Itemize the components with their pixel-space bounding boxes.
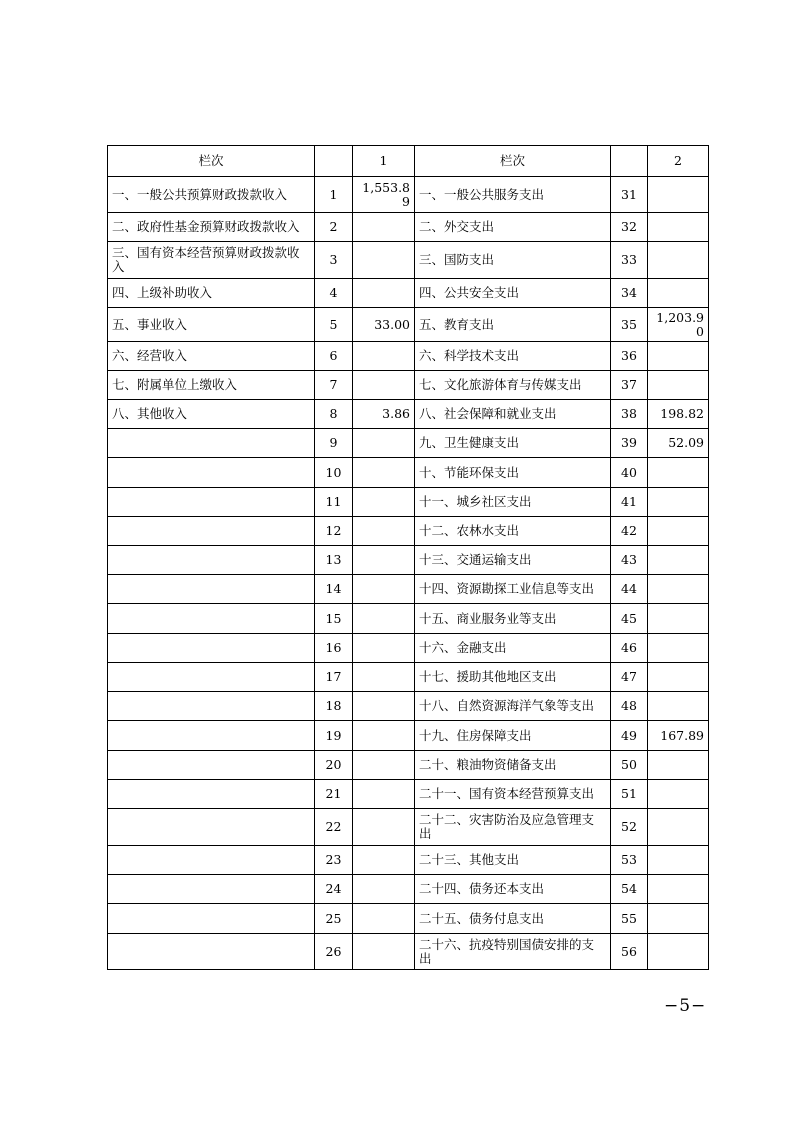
income-amount: [353, 429, 415, 458]
expense-label: 十二、农林水支出: [415, 517, 611, 546]
income-label: 一、一般公共预算财政拨款收入: [108, 177, 315, 213]
income-amount: [353, 846, 415, 875]
income-label: [108, 934, 315, 970]
income-label: [108, 634, 315, 663]
income-amount: [353, 371, 415, 400]
expense-row-no: 41: [611, 488, 648, 517]
income-amount: [353, 458, 415, 488]
expense-label: 九、卫生健康支出: [415, 429, 611, 458]
income-amount: [353, 809, 415, 846]
table-row: [108, 663, 709, 692]
table-row: [108, 692, 709, 721]
table-row: [108, 458, 709, 488]
expense-amount: [648, 663, 709, 692]
expense-amount: [648, 488, 709, 517]
budget-table: [107, 145, 709, 970]
expense-label: 三、国防支出: [415, 242, 611, 279]
expense-amount: [648, 213, 709, 242]
income-row-no: 26: [315, 934, 353, 970]
income-amount: [353, 488, 415, 517]
expense-amount: [648, 875, 709, 904]
expense-label: 十一、城乡社区支出: [415, 488, 611, 517]
income-label: [108, 692, 315, 721]
expense-label: 二十五、债务付息支出: [415, 904, 611, 934]
expense-row-no: 46: [611, 634, 648, 663]
income-label: [108, 604, 315, 634]
expense-amount: 1,203.90: [648, 308, 709, 342]
income-row-no: 18: [315, 692, 353, 721]
income-row-no: 17: [315, 663, 353, 692]
income-row-no: 2: [315, 213, 353, 242]
income-amount: 3.86: [353, 400, 415, 429]
table-row: [108, 575, 709, 604]
expense-row-no: 45: [611, 604, 648, 634]
header-expense-label: 栏次: [415, 146, 611, 177]
expense-row-no: 51: [611, 780, 648, 809]
expense-row-no: 31: [611, 177, 648, 213]
income-label: [108, 780, 315, 809]
expense-amount: [648, 342, 709, 371]
income-row-no: 25: [315, 904, 353, 934]
table-row: [108, 904, 709, 934]
income-row-no: 15: [315, 604, 353, 634]
income-label: 六、经营收入: [108, 342, 315, 371]
income-amount: [353, 780, 415, 809]
expense-label: 一、一般公共服务支出: [415, 177, 611, 213]
expense-row-no: 39: [611, 429, 648, 458]
expense-amount: [648, 846, 709, 875]
expense-row-no: 55: [611, 904, 648, 934]
income-amount: [353, 721, 415, 751]
income-label: 三、国有资本经营预算财政拨款收入: [108, 242, 315, 279]
table-row: [108, 934, 709, 970]
income-label: 二、政府性基金预算财政拨款收入: [108, 213, 315, 242]
expense-row-no: 36: [611, 342, 648, 371]
income-row-no: 22: [315, 809, 353, 846]
expense-row-no: 43: [611, 546, 648, 575]
expense-row-no: 38: [611, 400, 648, 429]
income-row-no: 5: [315, 308, 353, 342]
expense-amount: [648, 934, 709, 970]
income-label: [108, 663, 315, 692]
expense-label: 十六、金融支出: [415, 634, 611, 663]
expense-label: 二十二、灾害防治及应急管理支出: [415, 809, 611, 846]
income-label: [108, 809, 315, 846]
income-label: 八、其他收入: [108, 400, 315, 429]
expense-row-no: 35: [611, 308, 648, 342]
expense-label: 二十四、债务还本支出: [415, 875, 611, 904]
expense-row-no: 50: [611, 751, 648, 780]
expense-row-no: 37: [611, 371, 648, 400]
expense-row-no: 52: [611, 809, 648, 846]
table-row: [108, 546, 709, 575]
table-row: [108, 371, 709, 400]
table-row: [108, 604, 709, 634]
income-row-no: 19: [315, 721, 353, 751]
budget-table-body: [108, 146, 709, 970]
income-row-no: 4: [315, 279, 353, 308]
expense-label: 五、教育支出: [415, 308, 611, 342]
income-label: [108, 517, 315, 546]
income-label: [108, 904, 315, 934]
expense-label: 十四、资源勘探工业信息等支出: [415, 575, 611, 604]
income-amount: [353, 342, 415, 371]
income-row-no: 13: [315, 546, 353, 575]
income-row-no: 16: [315, 634, 353, 663]
expense-row-no: 42: [611, 517, 648, 546]
expense-amount: [648, 458, 709, 488]
expense-row-no: 32: [611, 213, 648, 242]
income-amount: [353, 751, 415, 780]
table-row: [108, 429, 709, 458]
expense-amount: [648, 634, 709, 663]
expense-label: 十五、商业服务业等支出: [415, 604, 611, 634]
expense-label: 十三、交通运输支出: [415, 546, 611, 575]
expense-row-no: 54: [611, 875, 648, 904]
expense-label: 十、节能环保支出: [415, 458, 611, 488]
expense-amount: [648, 575, 709, 604]
income-label: [108, 458, 315, 488]
header-income-amount: 1: [353, 146, 415, 177]
table-row: [108, 875, 709, 904]
income-label: [108, 721, 315, 751]
income-row-no: 6: [315, 342, 353, 371]
expense-label: 十七、援助其他地区支出: [415, 663, 611, 692]
income-label: [108, 546, 315, 575]
income-row-no: 1: [315, 177, 353, 213]
income-label: [108, 429, 315, 458]
income-row-no: 23: [315, 846, 353, 875]
expense-label: 十九、住房保障支出: [415, 721, 611, 751]
income-row-no: 10: [315, 458, 353, 488]
expense-row-no: 53: [611, 846, 648, 875]
income-amount: [353, 692, 415, 721]
expense-amount: [648, 780, 709, 809]
expense-row-no: 47: [611, 663, 648, 692]
income-label: [108, 846, 315, 875]
header-expense-amount: 2: [648, 146, 709, 177]
expense-row-no: 44: [611, 575, 648, 604]
expense-amount: 167.89: [648, 721, 709, 751]
expense-amount: [648, 604, 709, 634]
income-row-no: 11: [315, 488, 353, 517]
expense-amount: [648, 177, 709, 213]
income-label: 五、事业收入: [108, 308, 315, 342]
table-row: [108, 213, 709, 242]
income-row-no: 8: [315, 400, 353, 429]
expense-amount: [648, 809, 709, 846]
income-label: [108, 575, 315, 604]
header-income-no: [315, 146, 353, 177]
expense-label: 十八、自然资源海洋气象等支出: [415, 692, 611, 721]
income-amount: [353, 517, 415, 546]
income-amount: 1,553.89: [353, 177, 415, 213]
expense-amount: [648, 279, 709, 308]
income-row-no: 7: [315, 371, 353, 400]
income-amount: [353, 663, 415, 692]
expense-amount: [648, 751, 709, 780]
table-row: [108, 177, 709, 213]
income-row-no: 3: [315, 242, 353, 279]
income-amount: 33.00: [353, 308, 415, 342]
expense-row-no: 33: [611, 242, 648, 279]
table-row: [108, 242, 709, 279]
expense-amount: [648, 242, 709, 279]
expense-amount: [648, 371, 709, 400]
expense-label: 四、公共安全支出: [415, 279, 611, 308]
expense-amount: [648, 904, 709, 934]
income-amount: [353, 213, 415, 242]
income-amount: [353, 875, 415, 904]
income-row-no: 14: [315, 575, 353, 604]
expense-label: 八、社会保障和就业支出: [415, 400, 611, 429]
expense-label: 六、科学技术支出: [415, 342, 611, 371]
income-amount: [353, 546, 415, 575]
income-row-no: 20: [315, 751, 353, 780]
table-row: [108, 517, 709, 546]
income-row-no: 24: [315, 875, 353, 904]
expense-amount: [648, 546, 709, 575]
table-row: [108, 751, 709, 780]
header-expense-no: [611, 146, 648, 177]
expense-amount: [648, 517, 709, 546]
expense-label: 二十三、其他支出: [415, 846, 611, 875]
table-row: [108, 634, 709, 663]
income-row-no: 21: [315, 780, 353, 809]
table-row: [108, 279, 709, 308]
income-amount: [353, 242, 415, 279]
table-row: [108, 846, 709, 875]
table-row: [108, 342, 709, 371]
expense-label: 二十六、抗疫特别国债安排的支出: [415, 934, 611, 970]
income-amount: [353, 634, 415, 663]
header-income-label: 栏次: [108, 146, 315, 177]
income-amount: [353, 934, 415, 970]
table-row: [108, 400, 709, 429]
table-row: [108, 721, 709, 751]
expense-label: 二十、粮油物资储备支出: [415, 751, 611, 780]
expense-amount: 52.09: [648, 429, 709, 458]
income-amount: [353, 604, 415, 634]
header-row: [108, 146, 709, 177]
expense-label: 二、外交支出: [415, 213, 611, 242]
income-label: [108, 751, 315, 780]
income-amount: [353, 904, 415, 934]
income-label: [108, 875, 315, 904]
income-row-no: 12: [315, 517, 353, 546]
income-label: [108, 488, 315, 517]
table-row: [108, 780, 709, 809]
expense-row-no: 40: [611, 458, 648, 488]
expense-amount: [648, 692, 709, 721]
expense-row-no: 48: [611, 692, 648, 721]
income-row-no: 9: [315, 429, 353, 458]
income-label: 四、上级补助收入: [108, 279, 315, 308]
page-number: −5−: [664, 996, 707, 1016]
expense-amount: 198.82: [648, 400, 709, 429]
income-amount: [353, 575, 415, 604]
income-label: 七、附属单位上缴收入: [108, 371, 315, 400]
expense-label: 七、文化旅游体育与传媒支出: [415, 371, 611, 400]
expense-row-no: 56: [611, 934, 648, 970]
expense-row-no: 34: [611, 279, 648, 308]
income-amount: [353, 279, 415, 308]
expense-label: 二十一、国有资本经营预算支出: [415, 780, 611, 809]
expense-row-no: 49: [611, 721, 648, 751]
table-row: [108, 488, 709, 517]
table-row: [108, 308, 709, 342]
table-row: [108, 809, 709, 846]
